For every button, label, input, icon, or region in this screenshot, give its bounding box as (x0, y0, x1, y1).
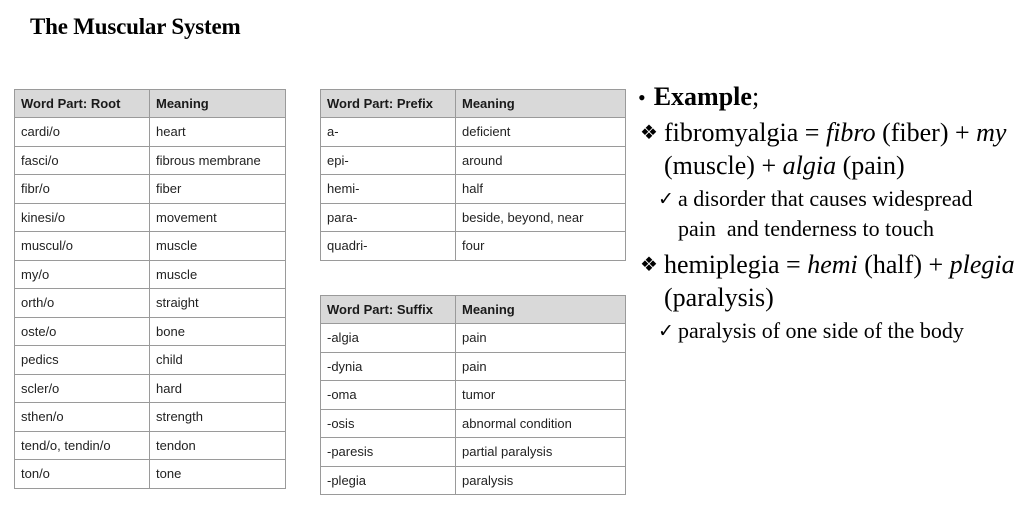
column-header: Meaning (150, 90, 286, 118)
column-header: Word Part: Prefix (321, 90, 456, 118)
table-cell: beside, beyond, near (456, 203, 626, 232)
table-row (321, 381, 626, 410)
column-header: Word Part: Root (15, 90, 150, 118)
table-cell: partial paralysis (456, 438, 626, 467)
table-cell: heart (150, 118, 286, 147)
example-heading (638, 80, 1018, 114)
table-cell: tend/o, tendin/o (15, 431, 150, 460)
table-row (321, 118, 626, 147)
table-cell: muscul/o (15, 232, 150, 261)
example-heading-punct: ; (751, 82, 760, 111)
table-cell: epi- (321, 146, 456, 175)
word-part: my (976, 118, 1007, 147)
checkmark-icon: ✓ (658, 320, 674, 342)
table-row (15, 175, 286, 204)
table-cell: fiber (150, 175, 286, 204)
table-cell: para- (321, 203, 456, 232)
table-cell: -dynia (321, 352, 456, 381)
diamond-bullet-icon: ❖ (640, 252, 658, 276)
table-row (321, 324, 626, 353)
checkmark-icon: ✓ (658, 188, 674, 210)
table-row (321, 438, 626, 467)
table-cell: straight (150, 289, 286, 318)
diamond-bullet-icon: ❖ (640, 120, 658, 144)
table-cell: fasci/o (15, 146, 150, 175)
entry-text: (pain) (836, 151, 905, 180)
table-cell: oste/o (15, 317, 150, 346)
table-cell: scler/o (15, 374, 150, 403)
prefix-word-table (320, 89, 626, 261)
table-cell: abnormal condition (456, 409, 626, 438)
table-row (321, 146, 626, 175)
table-cell: hard (150, 374, 286, 403)
table-cell: muscle (150, 260, 286, 289)
table-row (15, 346, 286, 375)
table-row (15, 260, 286, 289)
table-row (321, 203, 626, 232)
table-row (15, 118, 286, 147)
suffix-word-table (320, 295, 626, 495)
table-cell: strength (150, 403, 286, 432)
entry-term: fibromyalgia = (664, 118, 826, 147)
table-cell: -algia (321, 324, 456, 353)
table-cell: hemi- (321, 175, 456, 204)
table-row (15, 203, 286, 232)
table-cell: child (150, 346, 286, 375)
column-header: Meaning (456, 90, 626, 118)
definition-text: a disorder that causes widespread pain and tenderness to touch (678, 186, 984, 241)
table-cell: quadri- (321, 232, 456, 261)
example-heading-label: Example (653, 82, 752, 111)
table-cell: paralysis (456, 466, 626, 495)
table-cell: muscle (150, 232, 286, 261)
entry-text: (muscle) + (664, 151, 783, 180)
table-cell: kinesi/o (15, 203, 150, 232)
table-header-row (321, 296, 626, 324)
table-cell: around (456, 146, 626, 175)
table-cell: pain (456, 352, 626, 381)
table-cell: a- (321, 118, 456, 147)
entry-text: (half) + (857, 250, 950, 279)
column-header: Word Part: Suffix (321, 296, 456, 324)
table-cell: tendon (150, 431, 286, 460)
word-part: plegia (949, 250, 1015, 279)
table-cell: bone (150, 317, 286, 346)
table-cell: half (456, 175, 626, 204)
table-row (15, 374, 286, 403)
table-row (321, 409, 626, 438)
table-cell: -oma (321, 381, 456, 410)
table-cell: ton/o (15, 460, 150, 489)
table-row (321, 232, 626, 261)
page-title: The Muscular System (30, 14, 241, 39)
table-cell: deficient (456, 118, 626, 147)
table-cell: cardi/o (15, 118, 150, 147)
table-row (15, 317, 286, 346)
table-cell: -paresis (321, 438, 456, 467)
table-row (321, 352, 626, 381)
example-definition (638, 316, 1018, 346)
word-part: hemi (807, 250, 858, 279)
table-cell: orth/o (15, 289, 150, 318)
entry-text: (paralysis) (664, 283, 774, 312)
table-cell: fibrous membrane (150, 146, 286, 175)
table-row (321, 175, 626, 204)
word-part: fibro (825, 118, 876, 147)
table-header-row (15, 90, 286, 118)
table-cell: movement (150, 203, 286, 232)
table-cell: pedics (15, 346, 150, 375)
table-row (15, 232, 286, 261)
table-cell: tone (150, 460, 286, 489)
table-row (15, 460, 286, 489)
table-row (15, 289, 286, 318)
entry-term: hemiplegia = (664, 250, 808, 279)
word-part: algia (782, 151, 837, 180)
table-cell: -osis (321, 409, 456, 438)
column-header: Meaning (456, 296, 626, 324)
example-section (638, 80, 1018, 350)
table-cell: fibr/o (15, 175, 150, 204)
table-cell: pain (456, 324, 626, 353)
bullet-icon: • (638, 85, 646, 110)
definition-text: paralysis of one side of the body (678, 318, 964, 343)
table-header-row (321, 90, 626, 118)
table-cell: tumor (456, 381, 626, 410)
example-entry-hemiplegia (638, 248, 1018, 314)
table-cell: -plegia (321, 466, 456, 495)
table-row (15, 403, 286, 432)
entry-text: (fiber) + (875, 118, 977, 147)
root-word-table (14, 89, 286, 489)
table-cell: sthen/o (15, 403, 150, 432)
example-entry-fibromyalgia (638, 116, 1018, 182)
table-cell: four (456, 232, 626, 261)
table-row (321, 466, 626, 495)
table-row (15, 146, 286, 175)
example-definition (638, 184, 1018, 244)
table-row (15, 431, 286, 460)
table-cell: my/o (15, 260, 150, 289)
